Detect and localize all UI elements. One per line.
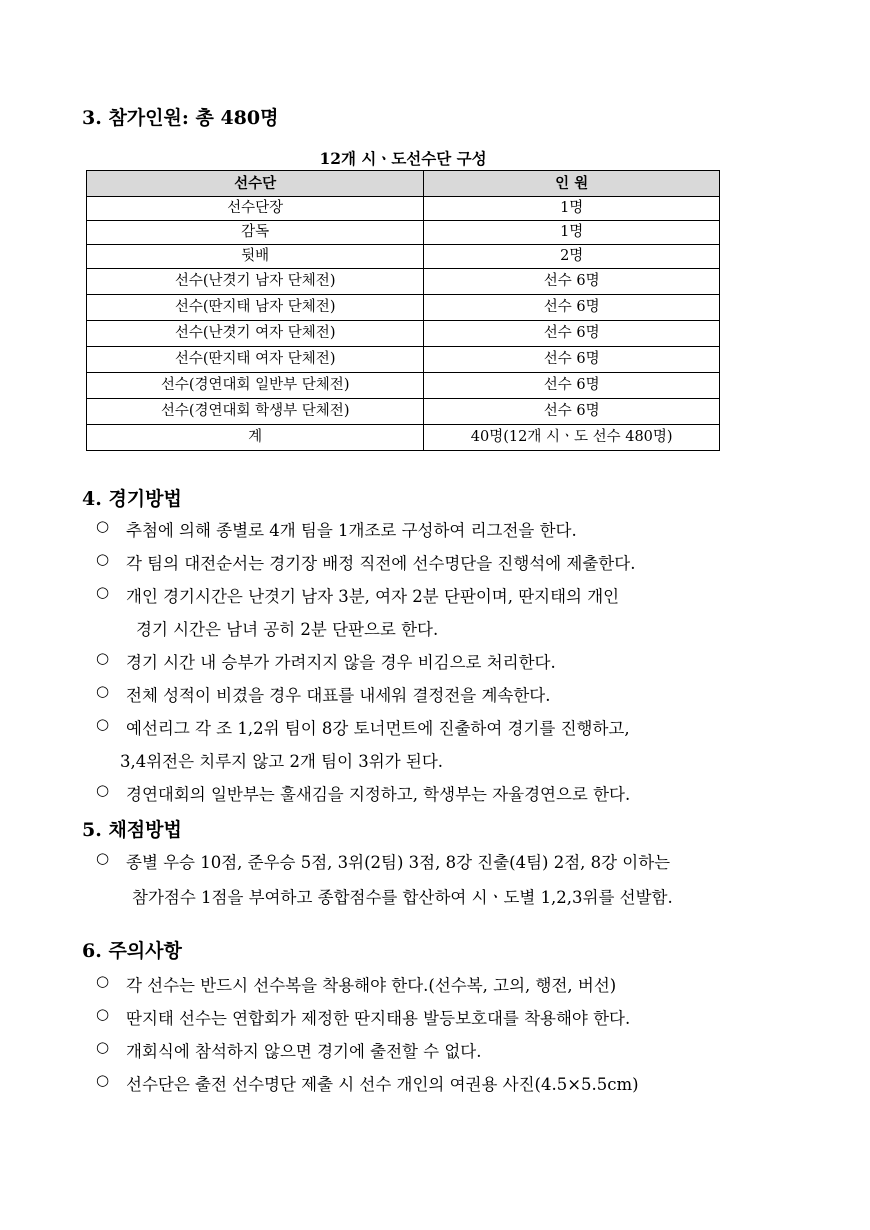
table-cell-role: 선수(딴지태 여자 단체전) (87, 347, 424, 373)
bullet-circle-icon: ○ (96, 1005, 110, 1023)
table-header-team: 선수단 (87, 171, 424, 197)
list-item-text: 각 선수는 반드시 선수복을 착용해야 한다.(선수복, 고의, 행전, 버선) (126, 976, 617, 995)
section-6-list (96, 972, 796, 1104)
list-item-text: 전체 성적이 비겼을 경우 대표를 내세워 결정전을 계속한다. (126, 686, 551, 705)
list-item-text: 선수단은 출전 선수명단 제출 시 선수 개인의 여권용 사진(4.5×5.5cm) (126, 1075, 639, 1094)
bullet-circle-icon: ○ (96, 972, 110, 990)
table-cell-count: 선수 6명 (424, 269, 720, 295)
table-cell-count: 선수 6명 (424, 295, 720, 321)
list-item (96, 972, 796, 1005)
list-item-text-continued: 참가점수 1점을 부여하고 종합점수를 합산하여 시ㆍ도별 1,2,3위를 선발함. (132, 888, 673, 907)
table-cell-role: 선수(난겻기 여자 단체전) (87, 321, 424, 347)
list-item-text-continued: 3,4위전은 치루지 않고 2개 팀이 3위가 된다. (120, 752, 444, 771)
table-cell-count: 선수 6명 (424, 399, 720, 425)
table-cell-count: 1명 (424, 221, 720, 245)
table-row (87, 197, 720, 221)
table-cell-count: 선수 6명 (424, 373, 720, 399)
list-item (96, 649, 796, 682)
list-item-text: 종별 우승 10점, 준우승 5점, 3위(2팀) 3점, 8강 진출(4팀) 2점, 8강 이하는 (126, 853, 671, 872)
list-item (96, 550, 796, 583)
section-4-heading: 4. 경기방법 (82, 488, 182, 510)
list-item (96, 781, 796, 814)
list-item (96, 1038, 796, 1071)
bullet-circle-icon: ○ (96, 1038, 110, 1056)
bullet-circle-icon: ○ (96, 849, 110, 867)
bullet-circle-icon: ○ (96, 682, 110, 700)
list-item-text: 개회식에 참석하지 않으면 경기에 출전할 수 없다. (126, 1042, 482, 1061)
table-row (87, 269, 720, 295)
section-6-heading: 6. 주의사항 (82, 940, 182, 962)
table-caption: 12개 시ㆍ도선수단 구성 (319, 149, 487, 168)
section-5-list (96, 849, 796, 919)
list-item-text: 경기 시간 내 승부가 가려지지 않을 경우 비김으로 처리한다. (126, 653, 556, 672)
list-item (96, 1071, 796, 1104)
table-cell-role: 선수(경연대회 일반부 단체전) (87, 373, 424, 399)
table-cell-count: 1명 (424, 197, 720, 221)
list-item (96, 583, 796, 649)
table-cell-role: 선수(난겻기 남자 단체전) (87, 269, 424, 295)
table-cell-count: 선수 6명 (424, 347, 720, 373)
table-cell-total-label: 계 (87, 425, 424, 451)
list-item (96, 1005, 796, 1038)
bullet-circle-icon: ○ (96, 517, 110, 535)
list-item (96, 849, 796, 919)
list-item-text: 추첨에 의해 종별로 4개 팀을 1개조로 구성하여 리그전을 한다. (126, 521, 577, 540)
table-cell-role: 선수(딴지태 남자 단체전) (87, 295, 424, 321)
roster-table (86, 170, 720, 451)
section-4-list (96, 517, 796, 814)
list-item-text: 예선리그 각 조 1,2위 팀이 8강 토너먼트에 진출하여 경기를 진행하고, (126, 719, 630, 738)
table-cell-total-count: 40명(12개 시ㆍ도 선수 480명) (424, 425, 720, 451)
table-cell-role: 감독 (87, 221, 424, 245)
list-item-text-continued: 경기 시간은 남녀 공히 2분 단판으로 한다. (136, 620, 439, 639)
list-item (96, 715, 796, 781)
section-5-heading: 5. 채점방법 (82, 819, 182, 841)
table-row (87, 295, 720, 321)
table-row (87, 221, 720, 245)
list-item-text: 개인 경기시간은 난겻기 남자 3분, 여자 2분 단판이며, 딴지태의 개인 (126, 587, 620, 606)
bullet-circle-icon: ○ (96, 1071, 110, 1089)
table-row (87, 321, 720, 347)
bullet-circle-icon: ○ (96, 781, 110, 799)
table-cell-count: 2명 (424, 245, 720, 269)
list-item-text: 경연대회의 일반부는 훌새김을 지정하고, 학생부는 자율경연으로 한다. (126, 785, 631, 804)
section-3-heading: 3. 참가인원: 총 480명 (82, 107, 279, 129)
table-header-count: 인 원 (424, 171, 720, 197)
list-item-text: 각 팀의 대전순서는 경기장 배정 직전에 선수명단을 진행석에 제출한다. (126, 554, 636, 573)
bullet-circle-icon: ○ (96, 715, 110, 733)
table-header-row (87, 171, 720, 197)
table-total-row (87, 425, 720, 451)
bullet-circle-icon: ○ (96, 550, 110, 568)
list-item (96, 682, 796, 715)
bullet-circle-icon: ○ (96, 583, 110, 601)
table-row (87, 373, 720, 399)
list-item-text: 딴지태 선수는 연합회가 제정한 딴지태용 발등보호대를 착용해야 한다. (126, 1009, 631, 1028)
table-cell-role: 선수(경연대회 학생부 단체전) (87, 399, 424, 425)
table-row (87, 347, 720, 373)
bullet-circle-icon: ○ (96, 649, 110, 667)
table-row (87, 245, 720, 269)
list-item (96, 517, 796, 550)
table-cell-role: 선수단장 (87, 197, 424, 221)
table-cell-role: 뒷배 (87, 245, 424, 269)
table-cell-count: 선수 6명 (424, 321, 720, 347)
table-row (87, 399, 720, 425)
